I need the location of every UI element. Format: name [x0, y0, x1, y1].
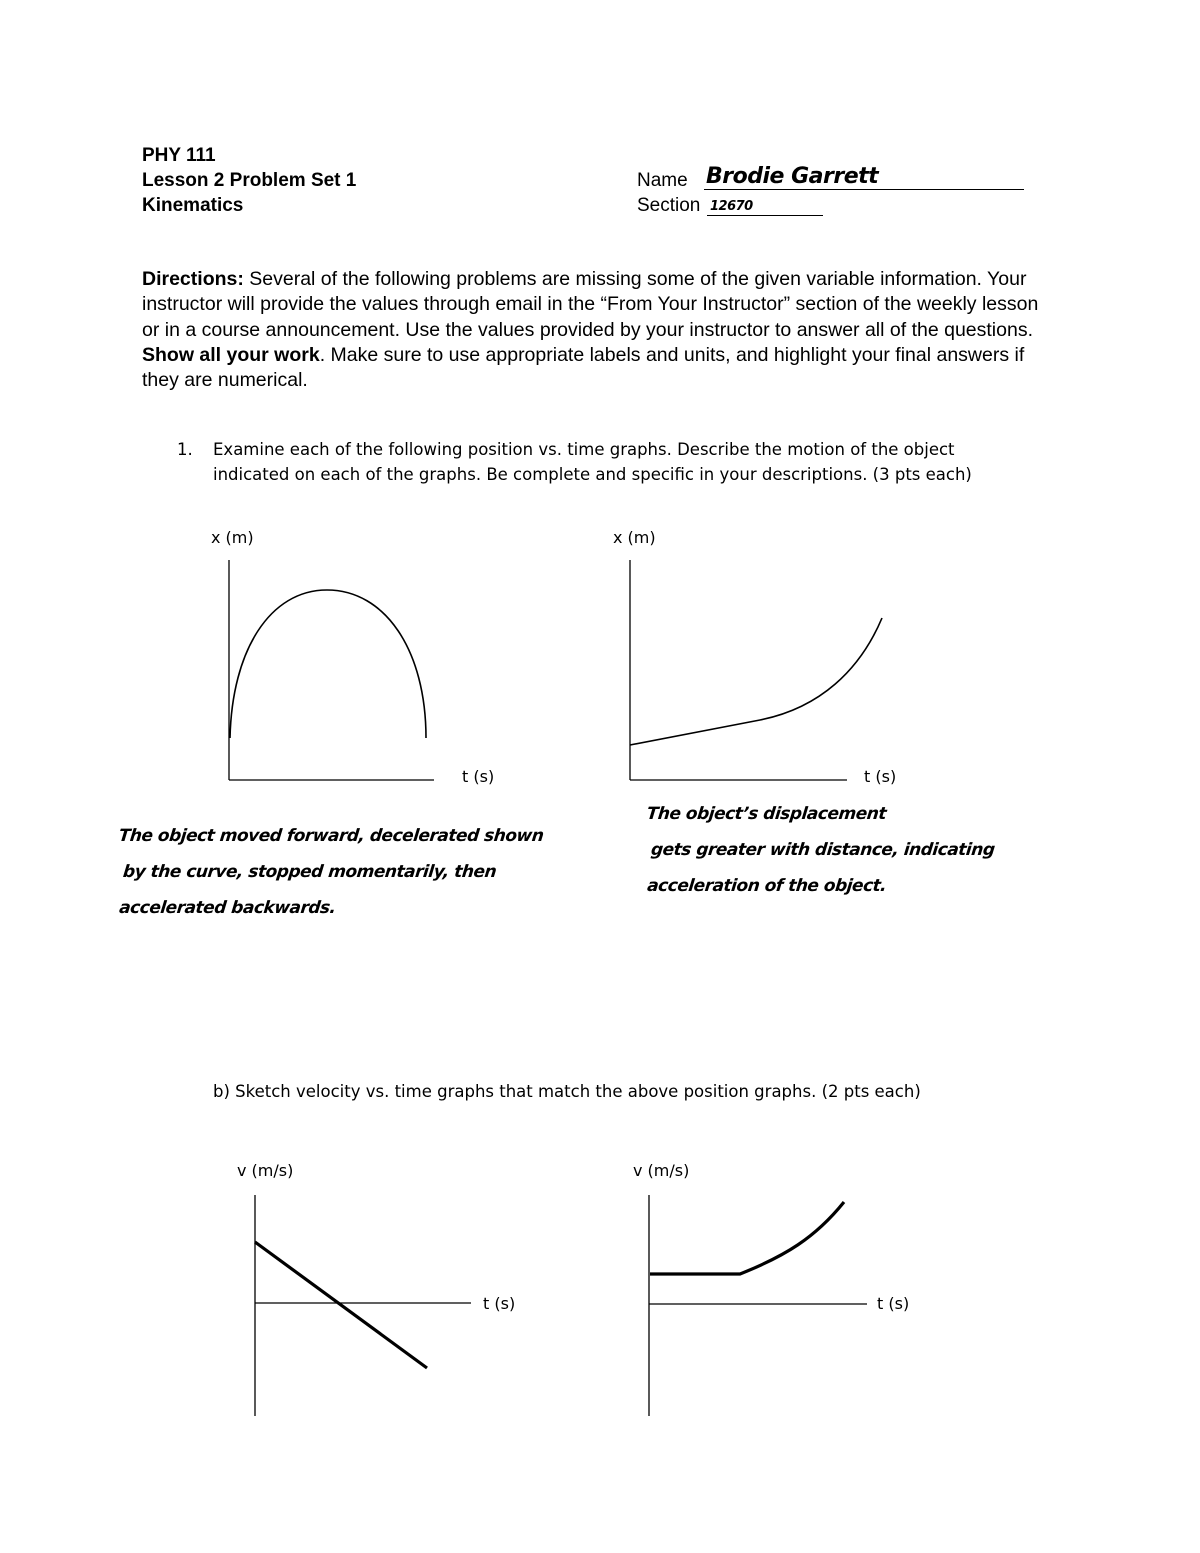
right-position-y-label: x (m)	[613, 528, 656, 547]
question-1-line-2: indicated on each of the graphs. Be complete and specific in your descriptions. (3 pts each)	[213, 465, 972, 484]
answer-left-line-2: by the curve, stopped momentarily, then	[121, 862, 498, 882]
left-position-y-label: x (m)	[211, 528, 254, 547]
right-velocity-curve	[650, 1202, 844, 1274]
section-label: Section	[637, 195, 701, 216]
left-velocity-y-label: v (m/s)	[237, 1161, 294, 1180]
topic-title: Kinematics	[142, 195, 244, 216]
question-1-number: 1.	[177, 440, 193, 459]
answer-right-line-3: acceleration of the object.	[646, 876, 888, 896]
directions-text-2: . Make sure to use appropriate labels and units, and highlight your final answers if they are numerical.	[142, 343, 1025, 392]
answer-right-line-1: The objectʼs displacement	[645, 804, 888, 824]
course-code: PHY 111	[142, 145, 216, 166]
part-b-prompt: b) Sketch velocity vs. time graphs that match the above position graphs. (2 pts each)	[213, 1082, 921, 1101]
directions-bold: Show all your work	[142, 343, 320, 366]
right-velocity-y-label: v (m/s)	[633, 1161, 690, 1180]
answer-left-line-3: accelerated backwards.	[118, 898, 337, 918]
question-1-line-1: Examine each of the following position vs. time graphs. Describe the motion of the object	[213, 440, 955, 459]
left-position-x-label: t (s)	[462, 767, 495, 786]
right-position-x-label: t (s)	[864, 767, 897, 786]
answer-left-line-1: The object moved forward, decelerated shown	[117, 826, 545, 846]
right-velocity-x-label: t (s)	[877, 1294, 910, 1313]
directions-text-1: Several of the following problems are missing some of the given variable information. Your instructor will provide the values through email in the “From Your Instructor” section of the weekly lesson or in a course announcement. Use the values provided by your instructor to answer all of the questions.	[142, 268, 1039, 341]
answer-right-line-2: gets greater with distance, indicating	[649, 840, 996, 860]
name-label: Name	[637, 170, 688, 191]
directions-label: Directions:	[142, 268, 244, 290]
name-value: Brodie Garrett	[706, 164, 879, 189]
left-velocity-x-label: t (s)	[483, 1294, 516, 1313]
section-value: 12670	[710, 199, 753, 214]
lesson-title: Lesson 2 Problem Set 1	[142, 170, 357, 191]
